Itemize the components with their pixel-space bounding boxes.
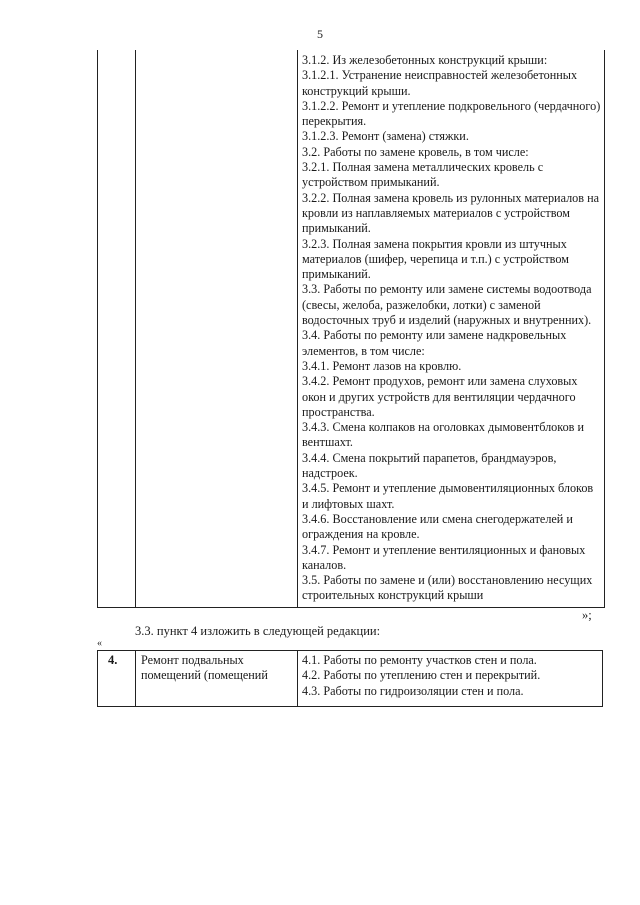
works-list-cell xyxy=(302,53,602,604)
works-table-continuation xyxy=(97,50,605,608)
page-number: 5 xyxy=(317,27,323,41)
work-item: 3.2. Работы по замене кровель, в том числе: xyxy=(302,144,529,159)
opening-quote: « xyxy=(97,638,102,649)
work-item: 4.2. Работы по утеплению стен и перекрытий. xyxy=(302,668,541,683)
work-item: 3.5. Работы по замене и (или) восстановлению несущих строительных конструкций крыши xyxy=(302,573,593,603)
work-item: 3.2.1. Полная замена металлических кровель с устройством примыканий. xyxy=(302,160,544,190)
work-item: 3.4. Работы по ремонту или замене надкровельных элементов, в том числе: xyxy=(302,328,567,358)
item-name: Ремонт подвальных помещений (помещений xyxy=(141,653,268,683)
work-item: 3.4.4. Смена покрытий парапетов, брандмауэров, надстроек. xyxy=(302,450,557,481)
work-item: 3.1.2.3. Ремонт (замена) стяжки. xyxy=(302,129,469,144)
work-item: 3.4.6. Восстановление или смена снегодержателей и ограждения на кровле. xyxy=(302,511,573,542)
work-item: 4.1. Работы по ремонту участков стен и пола. xyxy=(302,653,537,667)
work-item: 3.3. Работы по ремонту или замене системы водоотвода (свесы, желоба, разжелобки, лотки) с заменой водосточных труб и изделий (наружных и внутренних). xyxy=(302,282,592,328)
work-item: 3.2.2. Полная замена кровель из рулонных материалов на кровли из наплавляемых материалов с устройством примыканий. xyxy=(302,190,600,236)
work-item: 3.1.2.2. Ремонт и утепление подкровельного (чердачного) перекрытия. xyxy=(302,98,601,129)
column-divider xyxy=(135,651,136,706)
closing-quote: »; xyxy=(582,608,592,622)
work-item: 3.2.3. Полная замена покрытия кровли из штучных материалов (шифер, черепица и т.п.) с устройством примыканий. xyxy=(302,236,569,282)
column-divider xyxy=(135,50,136,607)
work-item: 3.1.2.1. Устранение неисправностей железобетонных конструкций крыши. xyxy=(302,68,578,98)
works-list-cell xyxy=(302,653,602,699)
works-table-item-4 xyxy=(97,650,603,707)
item-number: 4. xyxy=(108,653,118,667)
work-item: 3.4.5. Ремонт и утепление дымовентиляционных блоков и лифтовых шахт. xyxy=(302,481,594,511)
amendment-instruction: 3.3. пункт 4 изложить в следующей редакции: xyxy=(135,624,381,638)
work-item: 3.4.1. Ремонт лазов на кровлю. xyxy=(302,358,462,373)
work-item: 3.4.3. Смена колпаков на оголовках дымовентблоков и вентшахт. xyxy=(302,420,584,450)
work-item: 3.4.7. Ремонт и утепление вентиляционных и фановых каналов. xyxy=(302,542,586,572)
column-divider xyxy=(297,651,298,706)
column-divider xyxy=(297,50,298,607)
work-item: 4.3. Работы по гидроизоляции стен и пола. xyxy=(302,683,524,698)
work-item: 3.1.2. Из железобетонных конструкций крыши: xyxy=(302,53,548,67)
work-item: 3.4.2. Ремонт продухов, ремонт или замена слуховых окон и других устройств для вентиляции чердачного пространства. xyxy=(302,374,578,419)
